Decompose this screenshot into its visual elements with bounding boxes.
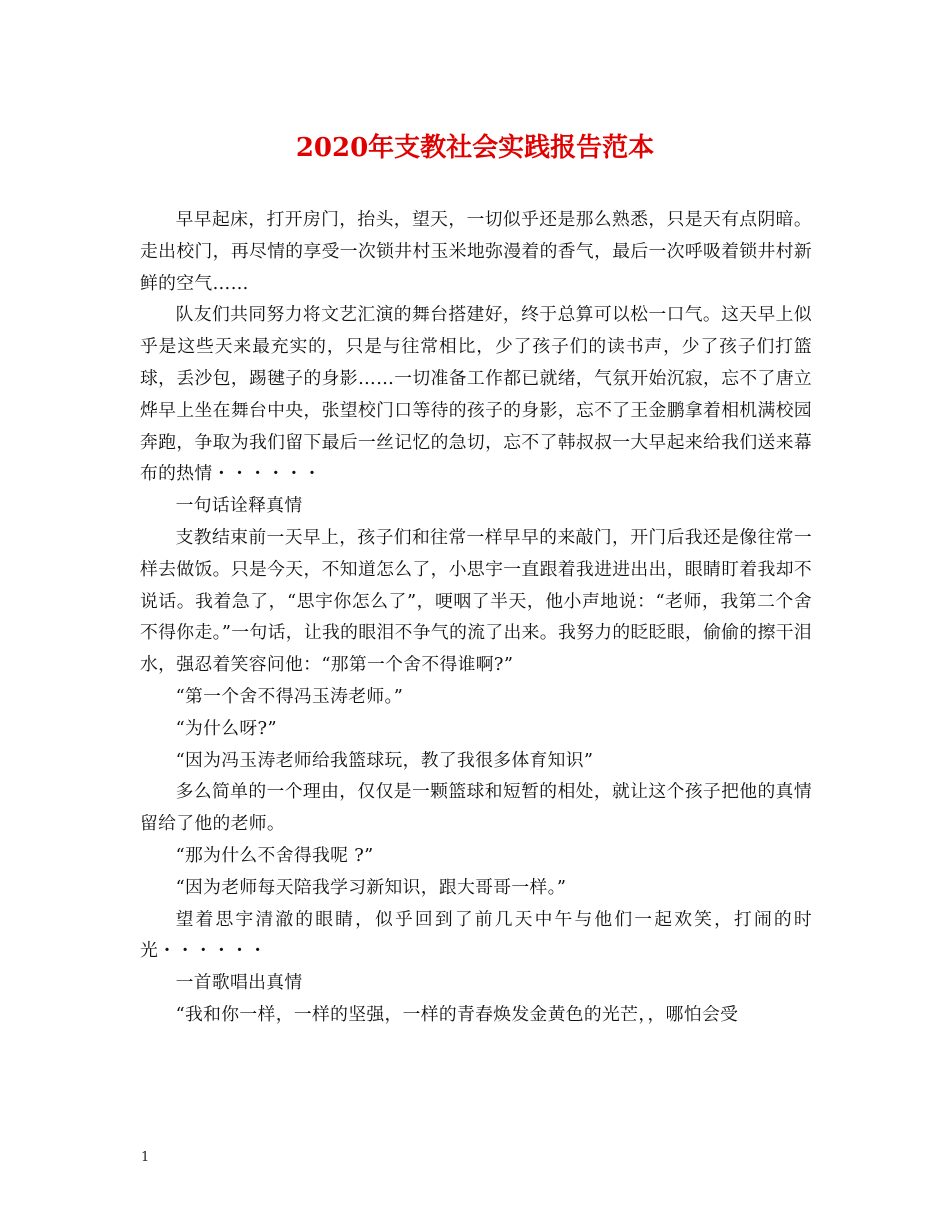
dialogue-line: “那为什么不舍得我呢 ?” <box>175 844 374 866</box>
paragraph: “我和你一样，一样的坚强，一样的青春焕发金黄色的光芒，，哪怕会受 <box>175 1003 739 1025</box>
document-title: 2020年支教社会实践报告范本 <box>295 133 655 163</box>
paragraph: 望着思宇清澈的眼睛，似乎回到了前几天中午与他们一起欢笑，打闹的时光・・・・・・ <box>140 908 812 962</box>
paragraph: 队友们共同努力将文艺汇演的舞台搭建好，终于总算可以松一口气。这天早上似乎是这些天来最充实的，只是与往常相比，少了孩子们的读书声，少了孩子们打篮球，丢沙包，踢毽子的身影……一切准备工作都已就绪，气氛开始沉寂，忘不了唐立烨早上坐在舞台中央，张望校门口等待的孩子的身影，忘不了王金鹏拿着相机满校园奔跑，争取为我们留下最后一丝记忆的急切，忘不了韩叔叔一大早起来给我们送来幕布的热情・・・・・・ <box>140 304 812 485</box>
dialogue-line: “因为老师每天陪我学习新知识，跟大哥哥一样。” <box>175 876 567 898</box>
section-heading: 一句话诠释真情 <box>175 495 303 517</box>
dialogue-line: “因为冯玉涛老师给我篮球玩，教了我很多体育知识” <box>175 749 594 771</box>
dialogue-line: “为什么呀?” <box>175 717 277 739</box>
document-body <box>140 204 812 1031</box>
page-number: 1 <box>141 1150 150 1165</box>
paragraph: 多么简单的一个理由，仅仅是一颗篮球和短暂的相处，就让这个孩子把他的真情留给了他的老师。 <box>140 781 812 835</box>
section-heading: 一首歌唱出真情 <box>175 972 303 994</box>
paragraph: 支教结束前一天早上，孩子们和往常一样早早的来敲门，开门后我还是像往常一样去做饭。只是今天，不知道怎么了，小思宇一直跟着我进进出出，眼睛盯着我却不说话。我着急了，“思宇你怎么了”，哽咽了半天，他小声地说：“老师，我第二个舍不得你走。”一句话，让我的眼泪不争气的流了出来。我努力的眨眨眼，偷偷的擦干泪水，强忍着笑容问他：“那第一个舍不得谁啊?” <box>140 526 812 676</box>
paragraph: 早早起床，打开房门，抬头，望天，一切似乎还是那么熟悉，只是天有点阴暗。走出校门，再尽情的享受一次锁井村玉米地弥漫着的香气，最后一次呼吸着锁井村新鲜的空气…… <box>140 209 812 294</box>
dialogue-line: “第一个舍不得冯玉涛老师。” <box>175 685 404 707</box>
